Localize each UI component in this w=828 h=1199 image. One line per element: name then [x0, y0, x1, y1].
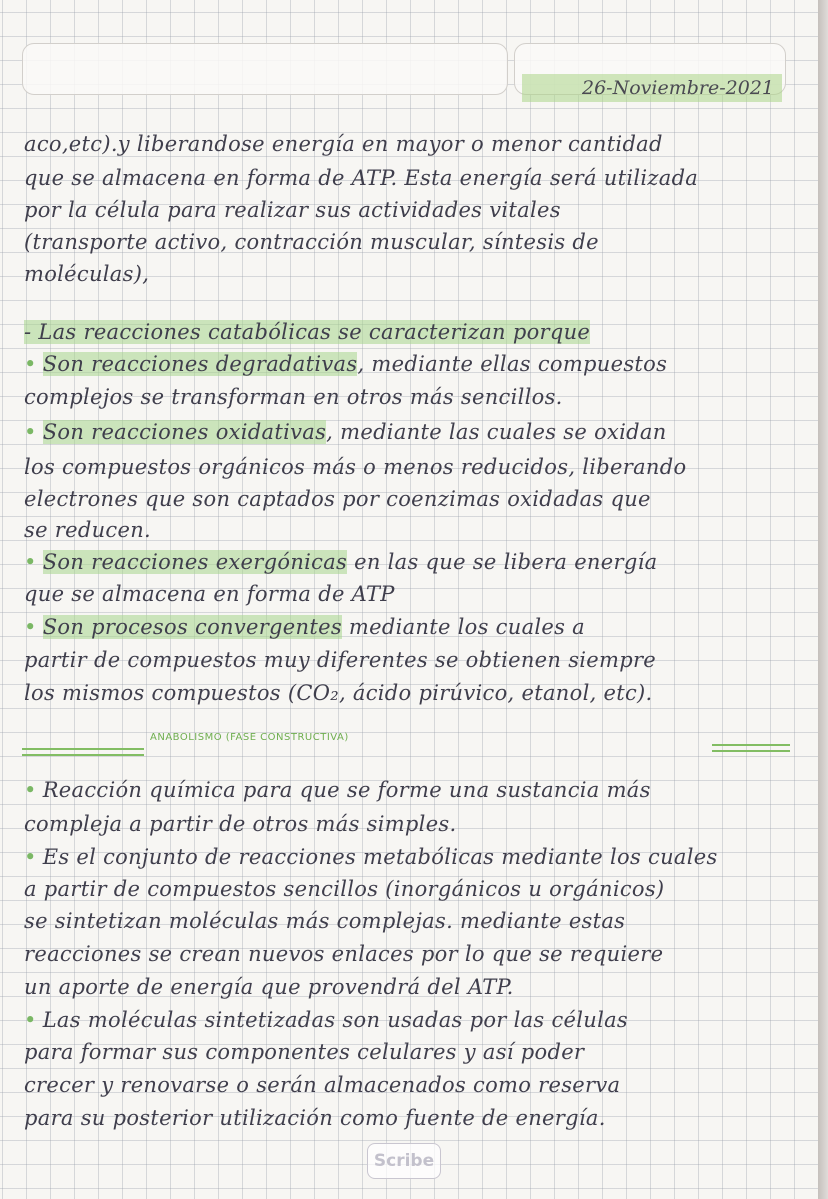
- bullet-lead: Son reacciones exergónicas: [42, 550, 348, 574]
- notebook-edge: [818, 0, 828, 1199]
- text-line: moléculas),: [24, 262, 150, 286]
- bullet-lead: Son procesos convergentes: [42, 615, 342, 639]
- text-line: para formar sus componentes celulares y así poder: [24, 1040, 585, 1064]
- bullet-text: mediante los cuales a: [341, 615, 586, 639]
- text-line: se sintetizan moléculas más complejas. mediante estas: [24, 909, 626, 933]
- bullet-dot-icon: •: [24, 352, 37, 376]
- bullet-item: [24, 420, 667, 444]
- bullet-item: [24, 1008, 628, 1032]
- bullet-dot-icon: •: [24, 778, 37, 802]
- header-title-box: [22, 43, 508, 95]
- text-line: aco,etc).y liberandose energía en mayor o menor cantidad: [24, 132, 663, 156]
- date-label: 26-Noviembre-2021: [522, 74, 782, 102]
- text-line: que se almacena en forma de ATP. Esta energía será utilizada: [24, 166, 699, 190]
- bullet-dot-icon: •: [24, 845, 37, 869]
- bullet-dot-icon: •: [24, 420, 37, 444]
- bullet-item: [24, 615, 585, 639]
- bullet-text: , mediante ellas compuestos: [357, 352, 668, 376]
- text-line: un aporte de energía que provendrá del ATP.: [24, 975, 514, 999]
- bullet-dot-icon: •: [24, 1008, 37, 1032]
- text-line: compleja a partir de otros más simples.: [24, 812, 457, 836]
- bullet-item: [24, 778, 651, 802]
- text-line: los mismos compuestos (CO₂, ácido pirúvico, etanol, etc).: [24, 681, 653, 705]
- text-line: crecer y renovarse o serán almacenados como reserva: [24, 1073, 621, 1097]
- bullet-item: [24, 550, 657, 574]
- bullet-text: en las que se libera energía: [347, 550, 658, 574]
- double-rule-left: [22, 748, 144, 756]
- section-heading: [22, 732, 790, 766]
- catabolic-intro: [24, 320, 590, 344]
- text-line: complejos se transforman en otros más sencillos.: [24, 385, 563, 409]
- text-line: partir de compuestos muy diferentes se obtienen siempre: [24, 648, 657, 672]
- bullet-text: Es el conjunto de reacciones metabólicas mediante los cuales: [42, 845, 718, 869]
- bullet-lead: Son reacciones degradativas: [42, 352, 358, 376]
- text-line: los compuestos orgánicos más o menos reducidos, liberando: [24, 455, 687, 479]
- bullet-dot-icon: •: [24, 615, 37, 639]
- text-line: reacciones se crean nuevos enlaces por lo que se requiere: [24, 942, 664, 966]
- bullet-item: [24, 352, 667, 376]
- bullet-text: Las moléculas sintetizadas son usadas por las células: [42, 1008, 629, 1032]
- heading-text: ANABOLISMO (FASE CONSTRUCTIVA): [150, 732, 349, 743]
- double-rule-right: [712, 744, 790, 752]
- bullet-item: [24, 845, 718, 869]
- catabolic-intro-text: - Las reacciones catabólicas se caracterizan porque: [24, 320, 591, 344]
- bullet-text: , mediante las cuales se oxidan: [326, 420, 667, 444]
- scribe-watermark: Scribe: [367, 1143, 441, 1179]
- bullet-lead: Son reacciones oxidativas: [42, 420, 327, 444]
- text-line: para su posterior utilización como fuente de energía.: [24, 1106, 606, 1130]
- text-line: que se almacena en forma de ATP: [24, 582, 395, 606]
- text-line: por la célula para realizar sus actividades vitales: [24, 198, 561, 222]
- bullet-text: Reacción química para que se forme una sustancia más: [42, 778, 651, 802]
- text-line: electrones que son captados por coenzimas oxidadas que: [24, 487, 651, 511]
- text-line: (transporte activo, contracción muscular, síntesis de: [24, 230, 599, 254]
- bullet-dot-icon: •: [24, 550, 37, 574]
- text-line: a partir de compuestos sencillos (inorgánicos u orgánicos): [24, 877, 665, 901]
- text-line: se reducen.: [24, 518, 152, 542]
